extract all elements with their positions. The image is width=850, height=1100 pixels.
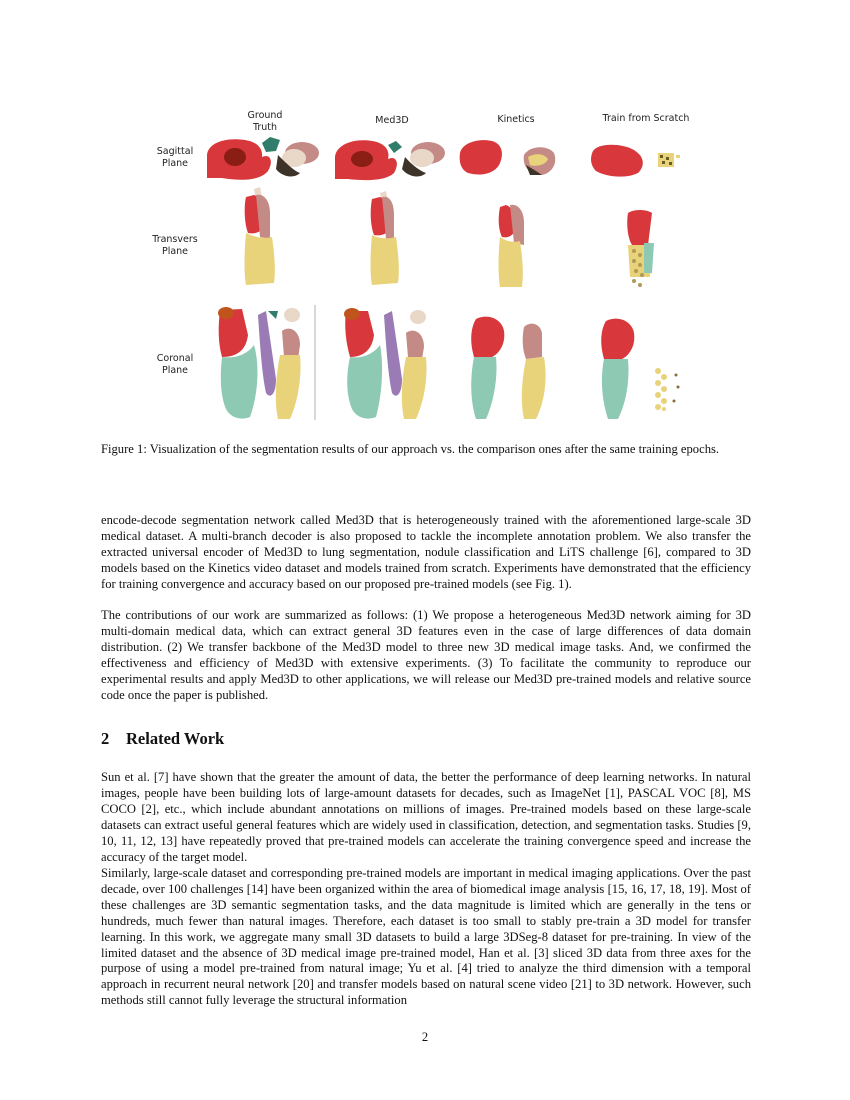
coronal-ground-truth (218, 307, 301, 419)
coronal-med3d (344, 308, 427, 419)
paragraph-intro-continued: encode-decode segmentation network called Med3D that is heterogeneously trained with the aforementioned large-scale 3D medical dataset. A multi-branch decoder is also proposed to tackle the incomplete annotation problem. We also transfer the extracted universal encoder of Med3D to lung segmentation, nodule classification and LiTS challenge [6], compared to 3D models based on the Kinetics video dataset and models trained from scratch. Experiments have demonstrated that the efficiency for training convergence and accuracy based on our proposed pre-trained models (see Fig. 1). (101, 513, 751, 591)
sagittal-train-from-scratch (591, 145, 680, 177)
row-label-transvers-line2: Plane (161, 246, 189, 257)
row-label-sagittal-line2: Plane (161, 158, 189, 169)
section-number: 2 (101, 729, 110, 748)
row-label-sagittal-line1: Sagittal (156, 146, 194, 157)
transvers-ground-truth (245, 187, 275, 285)
sagittal-med3d (335, 140, 445, 180)
figure-1 (150, 105, 710, 425)
col-label-train-from-scratch: Train from Scratch (602, 113, 690, 124)
transvers-kinetics (499, 205, 525, 287)
coronal-train-from-scratch (601, 319, 679, 419)
paragraph-contributions: The contributions of our work are summarized as follows: (1) We propose a heterogeneous Med3D network aiming for 3D multi-domain medical data, which can extract general 3D features even in the case of large differences of data domain distribution. (2) We transfer backbone of the Med3D model to three new 3D medical image tasks. And, we confirmed the effectiveness and efficiency of Med3D with extensive experiments. (3) To facilitate the community to reproduce our experimental results and apply Med3D to other applications, we will release our Med3D pre-trained models and relative source code once the paper is published. (101, 608, 751, 702)
page-number: 2 (421, 1030, 429, 1044)
section-title: Related Work (126, 729, 225, 748)
transvers-train-from-scratch (627, 210, 654, 287)
col-label-ground-truth-line1: Ground (247, 110, 283, 121)
transvers-med3d (371, 191, 399, 285)
sagittal-kinetics (460, 140, 556, 175)
figure-caption: Figure 1: Visualization of the segmentation results of our approach vs. the comparison ones after the same training epochs. (101, 442, 720, 456)
row-label-coronal-line1: Coronal (156, 353, 194, 364)
segmentation-figure (150, 105, 710, 425)
paragraph-related-work-2: Similarly, large-scale dataset and corresponding pre-trained models are important in medical imaging applications. Over the past decade, over 100 challenges [14] have been organized within the area of biomedical image analysis [15, 16, 17, 18, 19]. Most of these challenges are 3D semantic segmentation tasks, and the data magnitude is limited which are generally in the tens or hundreds, much fewer than natural images. Therefore, each dataset is too small to stably pre-train a 3D model for transfer learning. In this work, we aggregate many small 3D datasets to build a large 3DSeg-8 dataset for pre-training. In view of the limited dataset and the absence of 3D medical image pre-trained model, Han et al. [3] sliced 3D data from three axes for the purpose of using a model pre-trained from natural image; Yu et al. [4] tried to analyze the third dimension with a temporal approach in recurrent neural network [20] and transfer models based on natural scene video [21] to 3D network. However, such methods still cannot fully leverage the structural information (101, 866, 751, 1008)
coronal-kinetics (471, 317, 545, 419)
col-label-ground-truth-line2: Truth (252, 122, 278, 133)
section-heading (101, 729, 224, 749)
paragraph-related-work-1: Sun et al. [7] have shown that the greater the amount of data, the better the performance of deep learning networks. In natural images, people have been building lots of large-amount datasets for decades, such as ImageNet [1], PASCAL VOC [8], MS COCO [2], etc., which include abundant annotations on millions of images. Pre-trained models based on these large-scale datasets can extract useful general features which are widely used in classification, detection, and segmentation tasks. Studies [9, 10, 11, 12, 13] have repeatedly proved that pre-trained models can accelerate the training convergence speed and increase the accuracy of the target model. (101, 770, 751, 864)
row-label-transvers-line1: Transvers (152, 234, 198, 245)
sagittal-ground-truth (207, 137, 319, 180)
col-label-med3d: Med3D (375, 115, 409, 126)
row-label-coronal-line2: Plane (161, 365, 189, 376)
col-label-kinetics: Kinetics (497, 114, 535, 125)
